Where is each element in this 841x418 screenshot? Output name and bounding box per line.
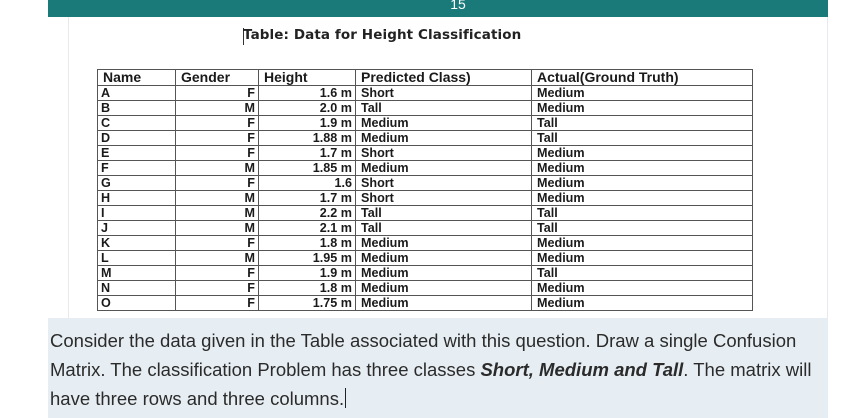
cell-actual: Medium	[532, 176, 753, 191]
cell-name: K	[98, 236, 176, 251]
page-number: 15	[450, 0, 466, 12]
cell-actual: Medium	[532, 281, 753, 296]
cell-gender: F	[176, 296, 259, 311]
cell-name: M	[98, 266, 176, 281]
cell-predicted: Short	[356, 86, 532, 101]
cell-actual: Medium	[532, 161, 753, 176]
cell-gender: F	[176, 86, 259, 101]
question-text[interactable]	[48, 318, 828, 413]
cell-height: 1.8 m	[259, 236, 356, 251]
cell-height: 1.88 m	[259, 131, 356, 146]
table-row	[98, 206, 753, 221]
cell-height: 1.6 m	[259, 86, 356, 101]
cell-actual: Tall	[532, 131, 753, 146]
cell-name: B	[98, 101, 176, 116]
table-title: Table: Data for Height Classification	[243, 27, 522, 43]
page-header-bar	[48, 0, 828, 17]
table-row	[98, 176, 753, 191]
cell-predicted: Short	[356, 176, 532, 191]
cell-predicted: Short	[356, 146, 532, 161]
cell-gender: F	[176, 116, 259, 131]
cell-predicted: Medium	[356, 251, 532, 266]
table-row	[98, 221, 753, 236]
table-row	[98, 266, 753, 281]
table-body	[98, 86, 753, 311]
cell-gender: F	[176, 281, 259, 296]
cell-name: F	[98, 161, 176, 176]
cell-predicted: Medium	[356, 116, 532, 131]
cell-height: 2.0 m	[259, 101, 356, 116]
cell-height: 2.1 m	[259, 221, 356, 236]
cell-predicted: Medium	[356, 161, 532, 176]
cell-actual: Tall	[532, 206, 753, 221]
cell-height: 2.2 m	[259, 206, 356, 221]
cell-predicted: Medium	[356, 281, 532, 296]
text-cursor	[345, 388, 346, 408]
cell-name: I	[98, 206, 176, 221]
question-text-part2: . The matrix will have three rows and three columns.	[50, 359, 812, 409]
cell-predicted: Medium	[356, 236, 532, 251]
col-header-actual: Actual(Ground Truth)	[532, 70, 753, 86]
cell-name: L	[98, 251, 176, 266]
cell-height: 1.85 m	[259, 161, 356, 176]
table-row	[98, 281, 753, 296]
question-text-part1: Consider the data given in the Table associated with this question. Draw a single Confusion Matrix. The classification Problem has three classes	[50, 330, 797, 380]
cell-predicted: Tall	[356, 206, 532, 221]
cell-height: 1.9 m	[259, 266, 356, 281]
cell-name: J	[98, 221, 176, 236]
table-row	[98, 236, 753, 251]
cell-predicted: Tall	[356, 221, 532, 236]
cell-gender: M	[176, 221, 259, 236]
cell-gender: M	[176, 206, 259, 221]
table-row	[98, 86, 753, 101]
cell-actual: Medium	[532, 191, 753, 206]
cell-gender: F	[176, 131, 259, 146]
cell-name: N	[98, 281, 176, 296]
cell-actual: Tall	[532, 266, 753, 281]
cell-actual: Tall	[532, 116, 753, 131]
cell-predicted: Medium	[356, 296, 532, 311]
cell-height: 1.95 m	[259, 251, 356, 266]
height-classification-table	[97, 69, 753, 311]
col-header-predicted: Predicted Class)	[356, 70, 532, 86]
col-header-gender: Gender	[176, 70, 259, 86]
question-panel	[48, 318, 828, 418]
cell-gender: F	[176, 266, 259, 281]
cell-predicted: Tall	[356, 101, 532, 116]
cell-gender: F	[176, 146, 259, 161]
cell-name: D	[98, 131, 176, 146]
cell-actual: Tall	[532, 221, 753, 236]
cell-predicted: Short	[356, 191, 532, 206]
cell-predicted: Medium	[356, 266, 532, 281]
col-header-name: Name	[98, 70, 176, 86]
cell-actual: Medium	[532, 101, 753, 116]
cell-actual: Medium	[532, 296, 753, 311]
cell-predicted: Medium	[356, 131, 532, 146]
cell-height: 1.9 m	[259, 116, 356, 131]
cell-height: 1.7 m	[259, 191, 356, 206]
cell-actual: Medium	[532, 251, 753, 266]
cell-name: C	[98, 116, 176, 131]
cell-height: 1.8 m	[259, 281, 356, 296]
cell-actual: Medium	[532, 146, 753, 161]
question-classes-emphasis: Short, Medium and Tall	[480, 359, 684, 380]
cell-name: H	[98, 191, 176, 206]
table-row	[98, 251, 753, 266]
cell-height: 1.7 m	[259, 146, 356, 161]
table-header-row	[98, 70, 753, 86]
cell-name: G	[98, 176, 176, 191]
cell-actual: Medium	[532, 236, 753, 251]
cell-height: 1.6	[259, 176, 356, 191]
cell-gender: M	[176, 161, 259, 176]
cell-gender: M	[176, 251, 259, 266]
table-row	[98, 146, 753, 161]
cell-gender: F	[176, 236, 259, 251]
cell-gender: F	[176, 176, 259, 191]
table-row	[98, 296, 753, 311]
col-header-height: Height	[259, 70, 356, 86]
table-row	[98, 161, 753, 176]
cell-actual: Medium	[532, 86, 753, 101]
cell-gender: M	[176, 101, 259, 116]
table-row	[98, 191, 753, 206]
cell-name: A	[98, 86, 176, 101]
table-row	[98, 101, 753, 116]
cell-name: E	[98, 146, 176, 161]
table-row	[98, 116, 753, 131]
table-row	[98, 131, 753, 146]
cell-gender: M	[176, 191, 259, 206]
cell-name: O	[98, 296, 176, 311]
cell-height: 1.75 m	[259, 296, 356, 311]
